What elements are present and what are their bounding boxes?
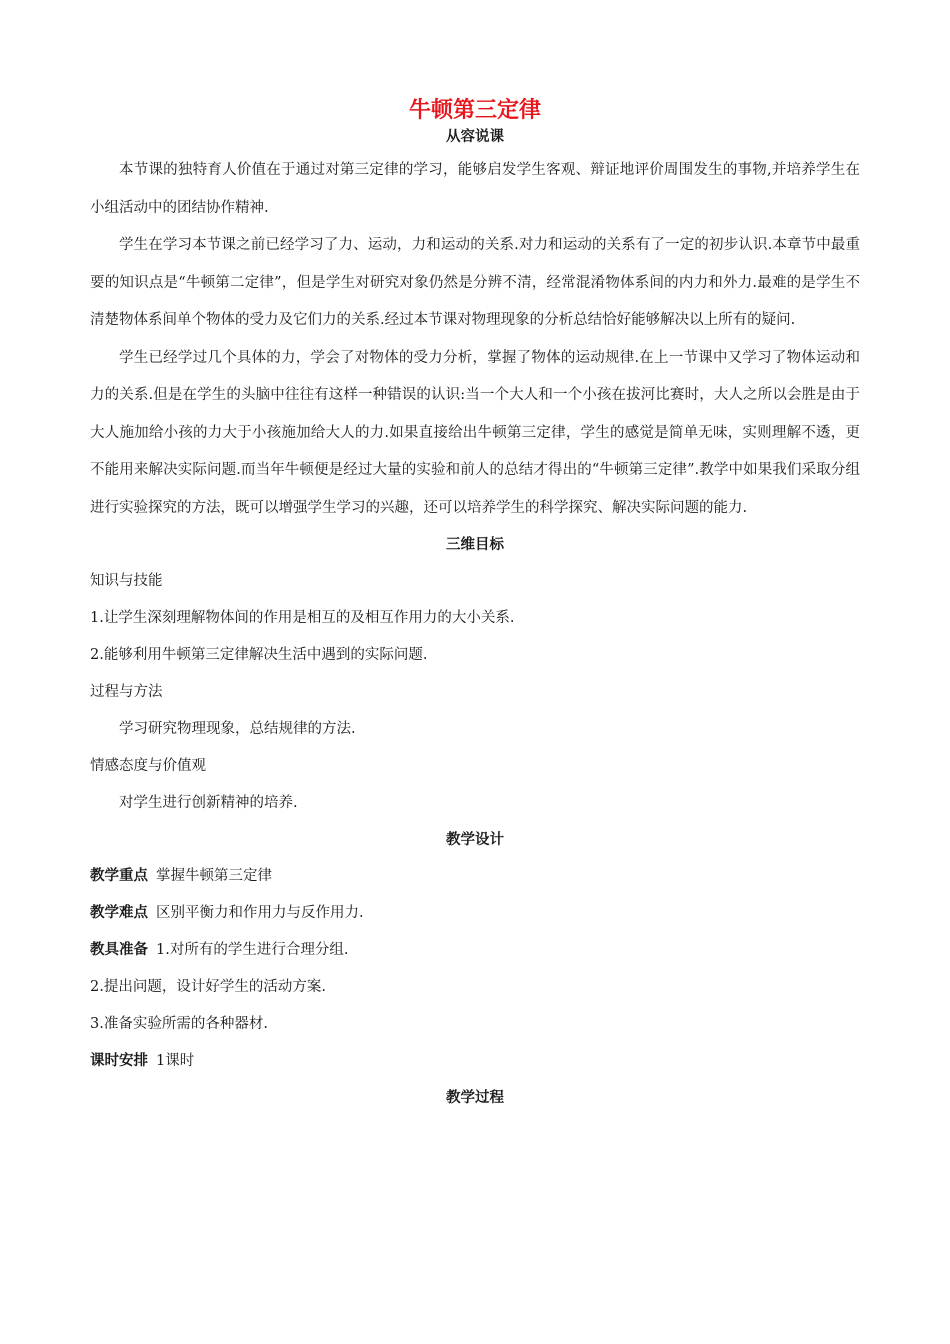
attitude-text: 对学生进行创新精神的培养.: [119, 795, 298, 811]
key-point-label: 教学重点: [90, 868, 148, 884]
section-subtitle: 从容说课: [446, 129, 504, 145]
process-text: 学习研究物理现象，总结规律的方法.: [119, 721, 356, 737]
prep-row: [90, 932, 860, 969]
process-heading: 教学过程: [446, 1090, 504, 1106]
document-title: 牛顿第三定律: [408, 98, 541, 123]
prep-item-1: 1.对所有的学生进行合理分组.: [156, 942, 349, 958]
document-page: [90, 96, 860, 1116]
knowledge-label: 知识与技能: [90, 573, 163, 589]
knowledge-item-2: 2.能够利用牛顿第三定律解决生活中遇到的实际问题.: [90, 647, 428, 663]
attitude-label: 情感态度与价值观: [90, 758, 206, 774]
schedule-row: [90, 1043, 860, 1080]
intro-paragraph-1: 本节课的独特育人价值在于通过对第三定律的学习，能够启发学生客观、辩证地评价周围发生的事物,并培养学生在小组活动中的团结协作精神.: [90, 162, 860, 216]
intro-paragraph-3: 学生已经学过几个具体的力，学会了对物体的受力分析，掌握了物体的运动规律.在上一节课中又学习了物体运动和力的关系.但是在学生的头脑中往往有这样一种错误的认识:当一个大人和一个小孩在拔河比赛时，大人之所以会胜是由于大人施加给小孩的力大于小孩施加给大人的力.如果直接给出牛顿第三定律，学生的感觉是简单无味，实则理解不透，更不能用来解决实际问题.而当年牛顿便是经过大量的实验和前人的总结才得出的“牛顿第三定律”.教学中如果我们采取分组进行实验探究的方法，既可以增强学生学习的兴趣，还可以培养学生的科学探究、解决实际问题的能力.: [90, 349, 860, 516]
design-heading: 教学设计: [446, 832, 504, 848]
schedule-text: 1课时: [156, 1053, 195, 1069]
prep-item-3: 3.准备实验所需的各种器材.: [90, 1016, 268, 1032]
key-point-text: 掌握牛顿第三定律: [156, 868, 272, 884]
difficulty-row: [90, 895, 860, 932]
difficulty-text: 区别平衡力和作用力与反作用力.: [156, 905, 364, 921]
prep-label: 教具准备: [90, 942, 148, 958]
difficulty-label: 教学难点: [90, 905, 148, 921]
key-point-row: [90, 858, 860, 895]
objectives-heading: 三维目标: [446, 537, 504, 553]
intro-paragraph-2: 学生在学习本节课之前已经学习了力、运动，力和运动的关系.对力和运动的关系有了一定的初步认识.本章节中最重要的知识点是“牛顿第二定律”，但是学生对研究对象仍然是分辨不清，经常混淆物体系间的内力和外力.最难的是学生不清楚物体系间单个物体的受力及它们力的关系.经过本节课对物理现象的分析总结恰好能够解决以上所有的疑问.: [90, 237, 860, 328]
prep-item-2: 2.提出问题，设计好学生的活动方案.: [90, 979, 326, 995]
process-label: 过程与方法: [90, 684, 163, 700]
knowledge-item-1: 1.让学生深刻理解物体间的作用是相互的及相互作用力的大小关系.: [90, 610, 515, 626]
schedule-label: 课时安排: [90, 1053, 148, 1069]
